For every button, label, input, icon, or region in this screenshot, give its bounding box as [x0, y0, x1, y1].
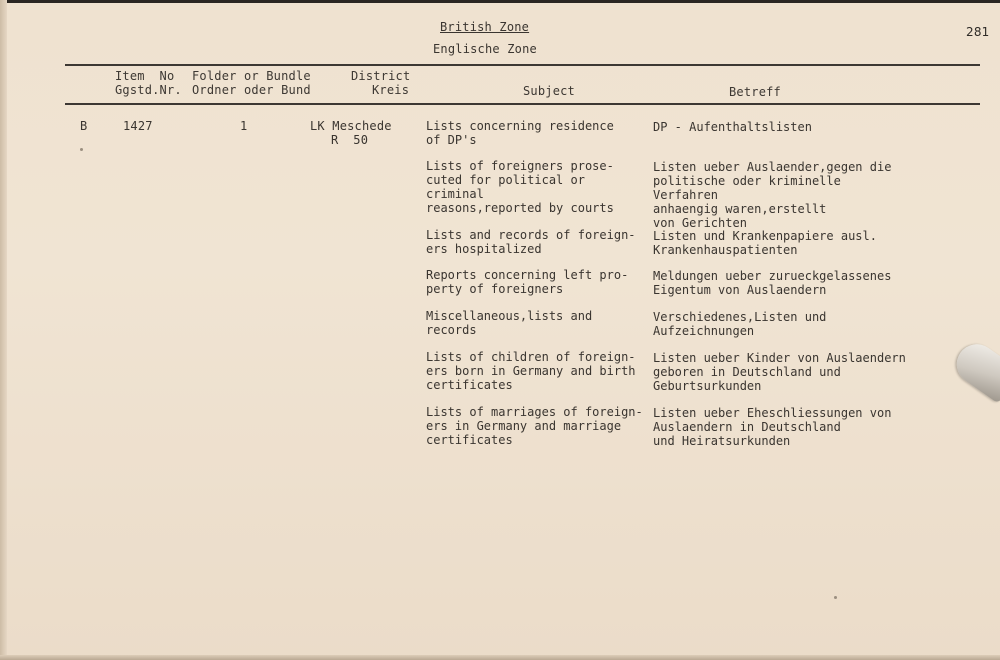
record-item-no: 1427	[123, 119, 153, 133]
entry-subject: Lists of marriages of foreign- ers in Germany and marriage certificates	[426, 405, 643, 447]
entry-betreff: Listen ueber Kinder von Auslaendern geboren in Deutschland und Geburtsurkunden	[653, 351, 906, 393]
entry-betreff: Meldungen ueber zurueckgelassenes Eigentum von Auslaendern	[653, 269, 892, 297]
entry-subject: Lists and records of foreign- ers hospitalized	[426, 228, 636, 256]
record-district: LK Meschede	[310, 119, 392, 133]
entry-betreff: Listen ueber Eheschliessungen von Auslaendern in Deutschland und Heiratsurkunden	[653, 406, 892, 448]
page-top-edge	[0, 0, 1000, 3]
entry-betreff: Listen ueber Auslaender,gegen die politische oder kriminelle Verfahren anhaengig waren,erstellt von Gerichten	[653, 160, 892, 230]
page-subtitle: Englische Zone	[433, 42, 537, 56]
page-left-edge	[0, 0, 7, 660]
entry-betreff: Verschiedenes,Listen und Aufzeichnungen	[653, 310, 827, 338]
page-title: British Zone	[440, 20, 530, 34]
paper-speck	[80, 148, 83, 151]
entry-betreff: Listen und Krankenpapiere ausl. Krankenhauspatienten	[653, 229, 877, 257]
header-subject: Subject	[523, 84, 575, 98]
header-item-no-de: Ggstd.Nr.	[115, 83, 182, 97]
page-bottom-edge	[0, 655, 1000, 660]
header-district-de: Kreis	[372, 83, 410, 97]
header-district: District	[351, 69, 411, 83]
paper-speck	[834, 596, 837, 599]
entry-subject: Lists concerning residence of DP's	[426, 119, 614, 147]
record-district-code: R 50	[331, 133, 369, 147]
pen-tip	[949, 336, 1000, 403]
header-folder: Folder or Bundle	[192, 69, 311, 83]
entry-betreff: DP - Aufenthaltslisten	[653, 120, 812, 134]
record-folder: 1	[240, 119, 248, 133]
header-item-no: Item No	[115, 69, 175, 83]
header-top-rule	[65, 64, 980, 66]
entry-subject: Lists of children of foreign- ers born in Germany and birth certificates	[426, 350, 636, 392]
entry-subject: Miscellaneous,lists and records	[426, 309, 593, 337]
page-number: 281	[966, 25, 990, 39]
header-betreff: Betreff	[729, 85, 781, 99]
record-letter: B	[80, 119, 88, 133]
entry-subject: Reports concerning left pro- perty of foreigners	[426, 268, 629, 296]
header-bottom-rule	[65, 103, 980, 105]
header-folder-de: Ordner oder Bund	[192, 83, 311, 97]
entry-subject: Lists of foreigners prose- cuted for political or criminal reasons,reported by courts	[426, 159, 614, 215]
